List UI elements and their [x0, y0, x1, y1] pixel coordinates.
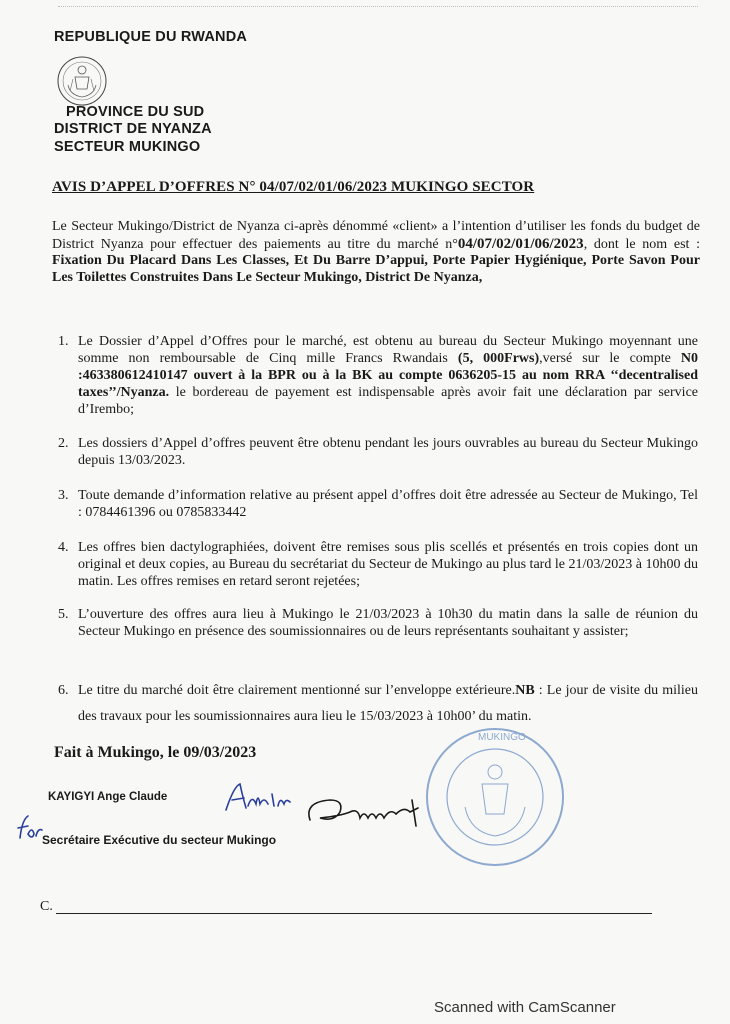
- signature: [300, 790, 430, 835]
- rwanda-emblem-icon: [56, 55, 108, 107]
- signatory-name: KAYIGYI Ange Claude: [48, 791, 168, 803]
- tender-reference: 04/07/02/01/06/2023: [457, 235, 584, 252]
- intro-text-2: , dont le nom est :: [583, 236, 701, 252]
- list-item: [58, 678, 698, 730]
- item-number: 6.: [58, 683, 69, 698]
- cc-label: C.: [40, 899, 53, 914]
- bank-account: N0 :463380612410147 ouvert à la BPR ou à la BK au compte 0636205-15 au nom RRA ‘‘decentralised taxes’’/Nyanza.: [78, 351, 698, 400]
- item-number: 5.: [58, 607, 69, 622]
- item-number: 4.: [58, 540, 69, 555]
- district-header: DISTRICT DE NYANZA: [54, 121, 212, 137]
- intro-paragraph: [52, 219, 700, 286]
- item-text: Les offres bien dactylographiées, doivent être remises sous plis scellés et présentés en trois copies dont un original et deux copies, au Bureau du secrétariat du Secteur de Mukingo au plus tard le 21/03/2023 à 10h00 du matin. Les offres remises en retard seront rejetées;: [78, 540, 698, 589]
- item-text: ,versé sur le compte: [539, 351, 681, 366]
- intro-text-1: Le Secteur Mukingo/District de Nyanza ci-après dénommé «client» a l’intention d’utiliser les fonds du budget de District Nyanza pour effectuer des paiements au titre du marché n°: [52, 219, 700, 252]
- notice-title: AVIS D’APPEL D’OFFRES N° 04/07/02/01/06/2023 MUKINGO SECTOR: [52, 179, 535, 195]
- fee-amount: (5, 000Frws): [457, 351, 540, 366]
- item-number: 2.: [58, 436, 69, 451]
- list-item: [58, 539, 698, 590]
- item-text: Toute demande d’information relative au présent appel d’offres doit être adressée au Secteur de Mukingo, Tel : 0784461396 ou 0785833442: [78, 488, 698, 520]
- list-item: [58, 606, 698, 640]
- list-item: [58, 487, 698, 521]
- official-stamp-icon: [420, 722, 570, 872]
- stamp-text: MUKINGO: [478, 732, 526, 743]
- item-text: Le Dossier d’Appel d’Offres pour le marché, est obtenu au bureau du Secteur Mukingo moyennant une somme non remboursable de Cinq mille Francs Rwandais: [78, 334, 698, 366]
- cc-line: [56, 913, 652, 914]
- item-text: : Le jour de visite du milieu des travaux pour les soumissionnaires aura lieu le 15/03/2023 à 10h00’ du matin.: [78, 683, 698, 724]
- province-header: PROVINCE DU SUD: [66, 104, 205, 120]
- item-text: Les dossiers d’Appel d’offres peuvent être obtenu pendant les jours ouvrables au bureau du Secteur Mukingo depuis 13/03/2023.: [78, 436, 698, 468]
- nb-label: NB: [515, 683, 535, 698]
- item-number: 3.: [58, 488, 69, 503]
- item-text: Le titre du marché doit être clairement mentionné sur l’enveloppe extérieure.: [78, 683, 516, 698]
- list-item: [58, 435, 698, 469]
- sector-header: SECTEUR MUKINGO: [54, 139, 201, 155]
- item-text: le bordereau de payement est indispensable après avoir fait une déclaration par service d’Irembo;: [78, 385, 698, 417]
- handwritten-admin: [222, 780, 292, 816]
- signatory-role: Secrétaire Exécutive du secteur Mukingo: [42, 833, 277, 847]
- list-item: [58, 333, 698, 418]
- country-header: REPUBLIQUE DU RWANDA: [54, 29, 248, 45]
- scanner-watermark: Scanned with CamScanner: [434, 999, 616, 1016]
- top-dotted-line: [58, 6, 698, 7]
- tender-object: Fixation Du Placard Dans Les Classes, Et Du Barre D’appui, Porte Papier Hygiénique, Porte Savon Pour Les Toilettes Construites Dans Le Secteur Mukingo, District De Nyanza,: [52, 253, 700, 285]
- item-text: L’ouverture des offres aura lieu à Mukingo le 21/03/2023 à 10h30 du matin dans la salle de réunion du Secteur Mukingo en présence des soumissionnaires ou de leurs représentants souhaitant y assister;: [78, 607, 698, 639]
- place-date: Fait à Mukingo, le 09/03/2023: [54, 744, 257, 761]
- item-number: 1.: [58, 334, 69, 349]
